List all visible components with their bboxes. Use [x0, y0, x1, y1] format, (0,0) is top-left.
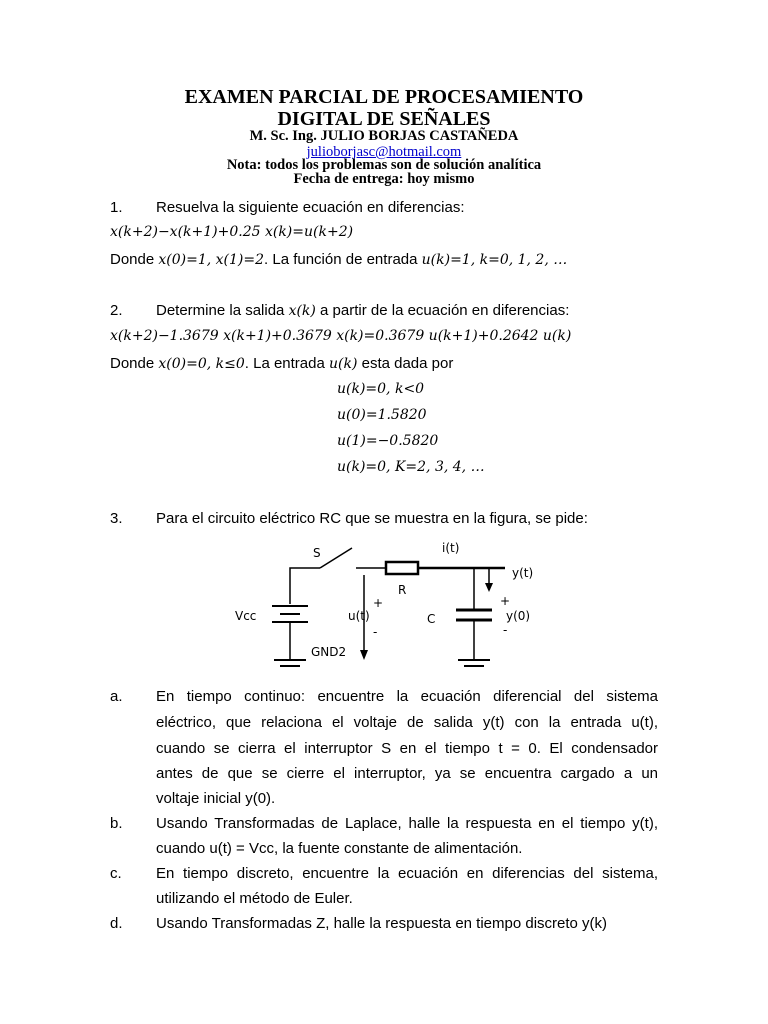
item-c-line-2: utilizando el método de Euler. [156, 890, 353, 907]
item-b-label: b. [110, 815, 123, 832]
due-date: Fecha de entrega: hoy mismo [293, 171, 475, 187]
input-function: u(k)=1, k=0, 1, 2, … [421, 252, 568, 268]
current-label: i(t) [442, 541, 460, 555]
output-label: y(t) [512, 566, 534, 580]
input-case-3: u(1)=−0.5820 [337, 433, 439, 449]
input-case-1: u(k)=0, k<0 [337, 381, 425, 397]
problem-1-number: 1. [110, 199, 123, 216]
input-voltage-label: u(t) [348, 609, 370, 623]
exam-note: Nota: todos los problemas son de solución analítica [226, 157, 542, 173]
resistor-symbol [386, 562, 418, 574]
exam-title-line2: DIGITAL DE SEÑALES [277, 108, 491, 130]
input-text: . La entrada [244, 355, 329, 372]
input-voltage-arrowhead [360, 650, 368, 660]
donde-label: Donde [110, 251, 159, 268]
input-plus: + [373, 596, 384, 610]
source-label: Vcc [235, 609, 257, 623]
donde-label: Donde [110, 355, 159, 372]
item-a-line-1: En tiempo continuo: encuentre la ecuación diferencial del sistema [156, 688, 658, 705]
initial-conditions: x(0)=0, k≤0 [158, 356, 245, 372]
problem-1-equation: x(k+2)−x(k+1)+0.25 x(k)=u(k+2) [110, 224, 354, 240]
current-arrowhead [485, 583, 493, 592]
input-variable: u(k) [329, 356, 358, 372]
statement-variable: x(k) [288, 303, 316, 319]
item-d-line-1: Usando Transformadas Z, halle la respuesta en tiempo discreto y(k) [156, 915, 608, 932]
problem-2-equation: x(k+2)−1.3679 x(k+1)+0.3679 x(k)=0.3679 u(k+1)+0.2642 u(k) [110, 328, 572, 344]
item-a-line-5: voltaje inicial y(0). [156, 790, 276, 807]
input-text: . La función de entrada [264, 251, 422, 268]
problem-1-statement: Resuelva la siguiente ecuación en diferencias: [156, 199, 465, 216]
item-c-label: c. [110, 865, 122, 882]
problem-3-statement: Para el circuito eléctrico RC que se muestra en la figura, se pide: [156, 510, 588, 527]
item-a-label: a. [110, 688, 123, 705]
item-d-label: d. [110, 915, 123, 932]
input-case-4: u(k)=0, K=2, 3, 4, … [337, 459, 485, 475]
input-case-2: u(0)=1.5820 [337, 407, 427, 423]
item-c-line-1: En tiempo discreto, encuentre la ecuación en diferencias del sistema, [156, 865, 658, 882]
output-minus: - [503, 623, 508, 637]
switch-label: S [313, 546, 321, 560]
item-b-line-2: cuando u(t) = Vcc, la fuente constante de alimentación. [156, 840, 523, 857]
author-email-link[interactable]: julioborjasc@hotmail.com [306, 144, 462, 160]
item-a-line-4: antes de que se cierre el interruptor, ya se encuentra cargado a un [156, 765, 658, 782]
statement-text-end: a partir de la ecuación en diferencias: [315, 302, 570, 319]
capacitor-label: C [427, 612, 436, 626]
initial-conditions: x(0)=1, x(1)=2 [158, 252, 265, 268]
problem-2-number: 2. [110, 302, 123, 319]
input-suffix: esta dada por [357, 355, 454, 372]
switch-blade [320, 548, 352, 568]
initial-voltage-label: y(0) [506, 609, 531, 623]
ground-label: GND2 [311, 645, 347, 659]
output-plus: + [500, 594, 511, 608]
exam-title-line1: EXAMEN PARCIAL DE PROCESAMIENTO [184, 86, 584, 108]
item-a-line-2: eléctrico, que relaciona el voltaje de salida y(t) con la entrada u(t), [156, 714, 658, 731]
left-wire [290, 568, 320, 604]
item-a-line-3: cuando se cierra el interruptor S en el tiempo t = 0. El condensador [156, 740, 658, 757]
problem-3-number: 3. [110, 510, 123, 527]
resistor-label: R [398, 583, 407, 597]
item-b-line-1: Usando Transformadas de Laplace, halle la respuesta en el tiempo y(t), [156, 815, 658, 832]
author-name: M. Sc. Ing. JULIO BORJAS CASTAÑEDA [249, 128, 519, 144]
statement-text: Determine la salida [156, 302, 289, 319]
input-minus: - [373, 625, 378, 639]
